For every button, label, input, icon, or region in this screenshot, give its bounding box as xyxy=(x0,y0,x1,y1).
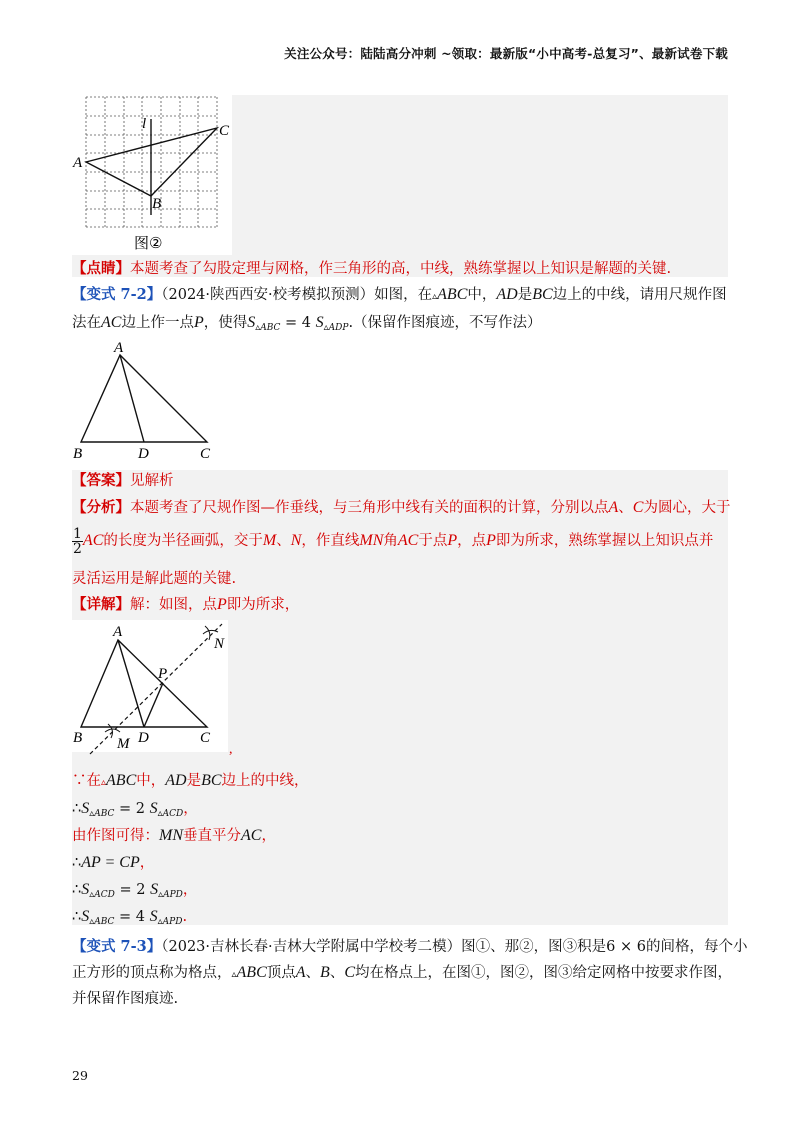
q-label-b: B xyxy=(73,446,83,462)
bianshi-7-2-line1: 【变式 7-2】（2024·陕西西安·校考模拟预测）如图，在▵ABC中，AD是BC边上的中线，请用尺规作图 xyxy=(72,286,727,303)
label-c: C xyxy=(219,123,230,139)
dianjing-line: 【点睛】本题考查了勾股定理与网格，作三角形的高，中线，熟练掌握以上知识是解题的关键. xyxy=(72,260,672,277)
sol-label-n: N xyxy=(214,636,225,652)
solution-figure xyxy=(72,620,238,755)
bianshi-7-3-line2: 正方形的顶点称为格点，▵ABC顶点A、B、C均在格点上，在图①，图②，图③给定网格中按要求作图， xyxy=(72,964,732,981)
detail-line: 【详解】解：如图，点P即为所求， xyxy=(72,596,300,613)
sol-label-p: P xyxy=(158,666,168,682)
page-number: 29 xyxy=(72,1068,88,1083)
proof-line5: $\therefore S_{▵ACD} = 2$ $S_{▵APD}$， xyxy=(72,881,198,900)
sol-label-d: D xyxy=(138,730,149,746)
median-ad xyxy=(120,355,144,442)
sol-label-m: M xyxy=(117,736,130,752)
bianshi-7-2-line2: 法在AC边上作一点P，使得$S_{▵ABC} = 4$ $S_{▵ADP}$.（保留作图痕迹，不写作法） xyxy=(72,314,542,333)
proof-line1: ∵在▵ABC中，AD是BC边上的中线， xyxy=(72,772,309,789)
analysis-line3: 灵活运用是解此题的关键. xyxy=(72,571,237,587)
analysis-line2: $\frac{1}{2}$ AC的长度为半径画弧，交于M、N，作直线MN角AC于点P，点P即为所求，熟练掌握以上知识点并 xyxy=(73,525,714,557)
proof-line3: 由作图可得：MN垂直平分AC， xyxy=(72,827,276,844)
proof-line6: $\therefore S_{▵ABC} = 4$ $S_{▵APD}$. xyxy=(72,908,188,927)
q-label-a: A xyxy=(114,340,124,356)
label-b: B xyxy=(152,196,162,212)
sol-comma: , xyxy=(229,742,233,755)
sol-label-b: B xyxy=(73,730,83,746)
analysis-line1: 【分析】本题考查了尺规作图—作垂线，与三角形中线有关的面积的计算，分别以点A、C为圆心，大于 xyxy=(72,499,731,516)
q-label-d: D xyxy=(138,446,149,462)
proof-line2: $\therefore S_{▵ABC} = 2$ $S_{▵ACD}$， xyxy=(72,800,198,819)
label-a: A xyxy=(73,155,83,171)
label-l: l xyxy=(142,116,147,132)
sol-label-a: A xyxy=(113,624,123,640)
bianshi-7-3-line3: 并保留作图痕迹. xyxy=(72,991,179,1007)
sol-label-c: C xyxy=(200,730,211,746)
page-header: 关注公众号：陆陆高分冲刺 ~领取：最新版“小中高考-总复习”、最新试卷下载 xyxy=(284,46,728,61)
bianshi-7-3-line1: 【变式 7-3】（2023·吉林长春·吉林大学附属中学校考二模）图①、那②，图③积是6 × 6的间格，每个小 xyxy=(72,938,748,955)
answer-line: 【答案】见解析 xyxy=(72,472,174,489)
figure-2-grid xyxy=(72,95,232,255)
q-label-c: C xyxy=(200,446,211,462)
figure-2-caption: 图② xyxy=(134,234,163,252)
question-triangle xyxy=(81,355,207,442)
proof-line4: ∴AP = CP， xyxy=(72,854,155,871)
question-figure xyxy=(72,338,232,468)
